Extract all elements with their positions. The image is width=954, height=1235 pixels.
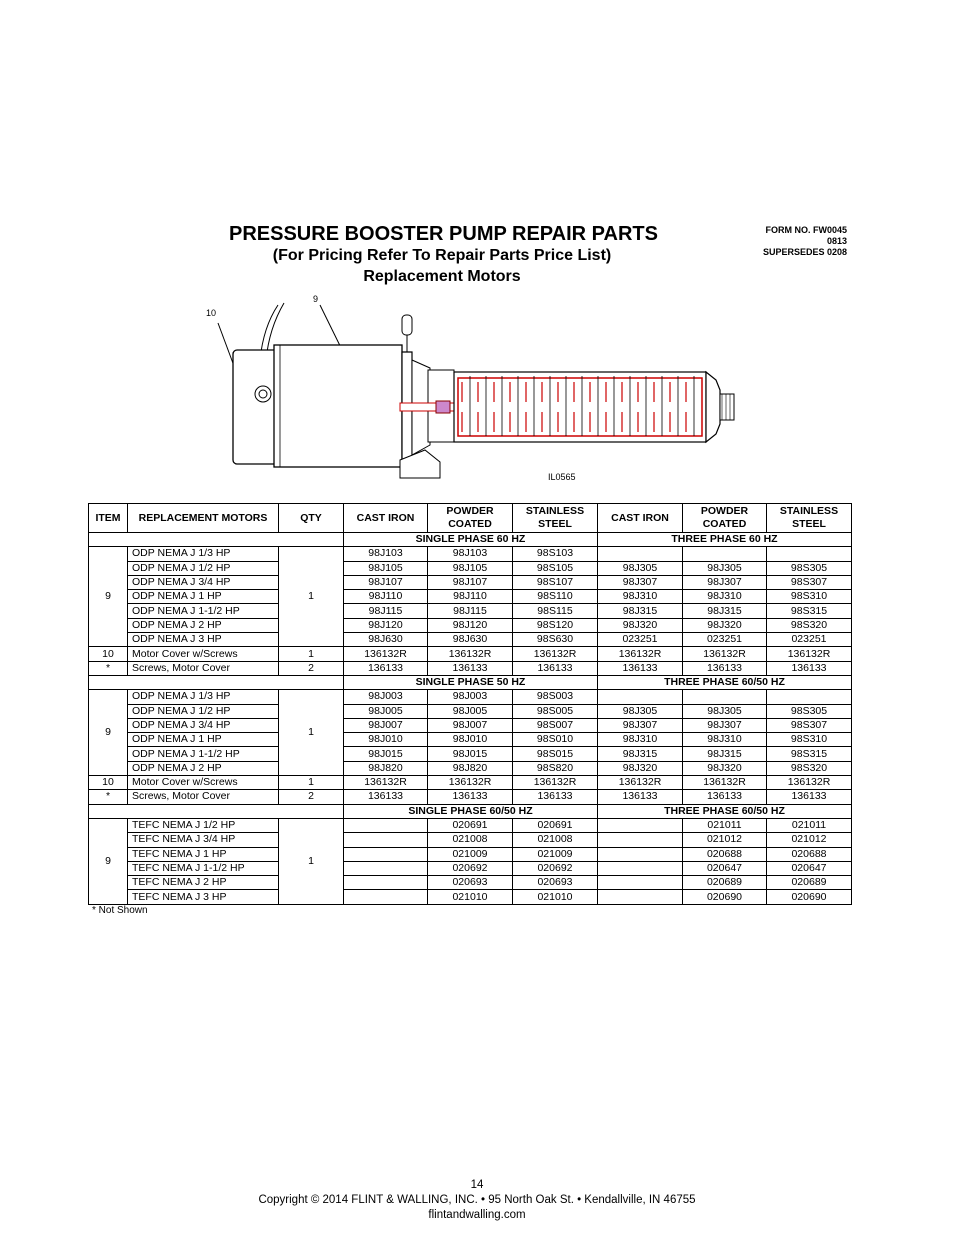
- part-number-cell: 020691: [513, 818, 598, 832]
- illustration-code: IL0565: [548, 472, 576, 482]
- part-number-cell: 98S007: [513, 718, 598, 732]
- part-number-cell: 98S310: [767, 590, 852, 604]
- column-header: REPLACEMENT MOTORS: [128, 504, 279, 533]
- column-header: ITEM: [89, 504, 128, 533]
- section-spacer: [89, 533, 344, 547]
- part-number-cell: 98J307: [683, 718, 767, 732]
- table-row: [89, 761, 852, 775]
- part-number-cell: 136132R: [683, 647, 767, 661]
- motor-description: ODP NEMA J 1/2 HP: [128, 561, 279, 575]
- part-number-cell: 98J820: [344, 761, 428, 775]
- section-header-row: [89, 675, 852, 689]
- part-number-cell: 136132R: [344, 647, 428, 661]
- part-number-cell: 98J005: [344, 704, 428, 718]
- part-number-cell: [598, 690, 683, 704]
- part-number-cell: 98J315: [683, 747, 767, 761]
- part-number-cell: 021009: [513, 847, 598, 861]
- item-cell: *: [89, 661, 128, 675]
- table-row: [89, 818, 852, 832]
- part-number-cell: 98S305: [767, 561, 852, 575]
- part-number-cell: 136133: [767, 790, 852, 804]
- part-number-cell: 98J305: [683, 561, 767, 575]
- part-number-cell: 98J003: [428, 690, 513, 704]
- supersedes-note: SUPERSEDES 0208: [762, 247, 847, 257]
- part-number-cell: 98J107: [344, 575, 428, 589]
- copyright-line: Copyright © 2014 FLINT & WALLING, INC. • 95 North Oak St. • Kendallville, IN 46755: [258, 1194, 696, 1206]
- part-number-cell: 136133: [767, 661, 852, 675]
- replacement-motors-table: [88, 503, 852, 905]
- part-number-cell: 023251: [683, 633, 767, 647]
- column-header: POWDER COATED: [428, 504, 513, 533]
- motor-description: ODP NEMA J 1 HP: [128, 733, 279, 747]
- part-number-cell: [767, 547, 852, 561]
- item-cell: 10: [89, 647, 128, 661]
- part-number-cell: 98S307: [767, 718, 852, 732]
- part-number-cell: 020688: [767, 847, 852, 861]
- item-cell: 9: [89, 547, 128, 647]
- part-number-cell: 136133: [513, 790, 598, 804]
- section-spacer: [89, 804, 344, 818]
- website: flintandwalling.com: [428, 1209, 526, 1221]
- part-number-cell: 98J315: [598, 747, 683, 761]
- table-row: [89, 847, 852, 861]
- table-row: [89, 747, 852, 761]
- part-number-cell: 021008: [513, 833, 598, 847]
- column-header: POWDER COATED: [683, 504, 767, 533]
- part-number-cell: 136132R: [598, 647, 683, 661]
- part-number-cell: [683, 690, 767, 704]
- part-number-cell: 98J015: [344, 747, 428, 761]
- table-row: [89, 833, 852, 847]
- part-number-cell: 98J107: [428, 575, 513, 589]
- table-row: [89, 547, 852, 561]
- part-number-cell: 98J105: [344, 561, 428, 575]
- qty-cell: 1: [279, 818, 344, 904]
- part-number-cell: 136132R: [428, 647, 513, 661]
- part-number-cell: 98J305: [598, 704, 683, 718]
- single-phase-label: SINGLE PHASE 60/50 HZ: [344, 804, 598, 818]
- section-spacer: [89, 675, 344, 689]
- part-number-cell: 021010: [513, 890, 598, 904]
- part-number-cell: 023251: [598, 633, 683, 647]
- part-number-cell: 98J315: [683, 604, 767, 618]
- part-number-cell: 98S015: [513, 747, 598, 761]
- form-info: [763, 225, 847, 258]
- part-number-cell: 98J320: [683, 618, 767, 632]
- section-header-row: [89, 804, 852, 818]
- part-number-cell: 136132R: [513, 776, 598, 790]
- part-number-cell: 023251: [767, 633, 852, 647]
- part-number-cell: 98J010: [344, 733, 428, 747]
- part-number-cell: 136133: [344, 790, 428, 804]
- table-row: [89, 690, 852, 704]
- motor-description: ODP NEMA J 1/2 HP: [128, 704, 279, 718]
- part-number-cell: 98J320: [598, 761, 683, 775]
- section-title: Replacement Motors: [363, 268, 521, 285]
- part-number-cell: 020690: [767, 890, 852, 904]
- part-number-cell: 98J005: [428, 704, 513, 718]
- qty-cell: 2: [279, 661, 344, 675]
- motor-description: Motor Cover w/Screws: [128, 776, 279, 790]
- callout-9: 9: [313, 294, 319, 304]
- part-number-cell: 136132R: [513, 647, 598, 661]
- motor-description: ODP NEMA J 2 HP: [128, 618, 279, 632]
- motor-description: ODP NEMA J 3/4 HP: [128, 575, 279, 589]
- part-number-cell: 98J307: [683, 575, 767, 589]
- table-row: [89, 575, 852, 589]
- part-number-cell: 98S630: [513, 633, 598, 647]
- part-number-cell: 020691: [428, 818, 513, 832]
- part-number-cell: 98J310: [598, 733, 683, 747]
- part-number-cell: [598, 861, 683, 875]
- qty-cell: 2: [279, 790, 344, 804]
- part-number-cell: 136132R: [598, 776, 683, 790]
- form-date: 0813: [826, 236, 847, 246]
- part-number-cell: 136133: [428, 661, 513, 675]
- part-number-cell: 021011: [767, 818, 852, 832]
- part-number-cell: 020688: [683, 847, 767, 861]
- motor-description: Screws, Motor Cover: [128, 661, 279, 675]
- part-number-cell: 98J103: [344, 547, 428, 561]
- motor-description: ODP NEMA J 2 HP: [128, 761, 279, 775]
- motor-description: TEFC NEMA J 1/2 HP: [128, 818, 279, 832]
- table-row: [89, 704, 852, 718]
- part-number-cell: [344, 876, 428, 890]
- part-number-cell: 136132R: [767, 647, 852, 661]
- part-number-cell: [598, 833, 683, 847]
- part-number-cell: [344, 833, 428, 847]
- part-number-cell: 98J007: [344, 718, 428, 732]
- table-row: [89, 876, 852, 890]
- motor-description: ODP NEMA J 3/4 HP: [128, 718, 279, 732]
- motor-description: ODP NEMA J 1/3 HP: [128, 547, 279, 561]
- table-row: [89, 590, 852, 604]
- part-number-cell: 98S003: [513, 690, 598, 704]
- part-number-cell: 98S820: [513, 761, 598, 775]
- part-number-cell: 98S315: [767, 747, 852, 761]
- part-number-cell: 98J120: [344, 618, 428, 632]
- part-number-cell: 98J007: [428, 718, 513, 732]
- part-number-cell: 98J630: [428, 633, 513, 647]
- motor-description: Screws, Motor Cover: [128, 790, 279, 804]
- table-row: [89, 718, 852, 732]
- part-number-cell: 98S307: [767, 575, 852, 589]
- part-number-cell: [598, 890, 683, 904]
- part-number-cell: 136132R: [767, 776, 852, 790]
- part-number-cell: 98J120: [428, 618, 513, 632]
- part-number-cell: 020690: [683, 890, 767, 904]
- motor-description: ODP NEMA J 3 HP: [128, 633, 279, 647]
- part-number-cell: 98J310: [598, 590, 683, 604]
- table-row: [89, 661, 852, 675]
- part-number-cell: [598, 547, 683, 561]
- column-header: QTY: [279, 504, 344, 533]
- part-number-cell: 98S320: [767, 761, 852, 775]
- part-number-cell: 98J320: [683, 761, 767, 775]
- table-header-row: [89, 504, 852, 533]
- section-header-row: [89, 533, 852, 547]
- part-number-cell: 98J315: [598, 604, 683, 618]
- part-number-cell: 98S005: [513, 704, 598, 718]
- qty-cell: 1: [279, 547, 344, 647]
- qty-cell: 1: [279, 690, 344, 776]
- table-row: [89, 618, 852, 632]
- part-number-cell: [767, 690, 852, 704]
- page-title: PRESSURE BOOSTER PUMP REPAIR PARTS: [229, 223, 658, 245]
- part-number-cell: 98S310: [767, 733, 852, 747]
- part-number-cell: 020692: [513, 861, 598, 875]
- table-row: [89, 861, 852, 875]
- part-number-cell: 98J820: [428, 761, 513, 775]
- single-phase-label: SINGLE PHASE 50 HZ: [344, 675, 598, 689]
- part-number-cell: 98J115: [428, 604, 513, 618]
- part-number-cell: 021008: [428, 833, 513, 847]
- form-number: FORM NO. FW0045: [765, 225, 847, 235]
- part-number-cell: 98S320: [767, 618, 852, 632]
- part-number-cell: 020692: [428, 861, 513, 875]
- document-title-block: [229, 223, 658, 287]
- part-number-cell: 98S010: [513, 733, 598, 747]
- part-number-cell: 98J110: [344, 590, 428, 604]
- part-number-cell: 136133: [683, 790, 767, 804]
- part-number-cell: 136133: [428, 790, 513, 804]
- part-number-cell: 98J110: [428, 590, 513, 604]
- part-number-cell: 136133: [598, 790, 683, 804]
- table-row: [89, 733, 852, 747]
- part-number-cell: 98S115: [513, 604, 598, 618]
- part-number-cell: [344, 847, 428, 861]
- motor-description: TEFC NEMA J 1-1/2 HP: [128, 861, 279, 875]
- part-number-cell: 98S110: [513, 590, 598, 604]
- part-number-cell: 98J630: [344, 633, 428, 647]
- column-header: CAST IRON: [598, 504, 683, 533]
- table-row: [89, 604, 852, 618]
- part-number-cell: 020693: [428, 876, 513, 890]
- part-number-cell: 136133: [598, 661, 683, 675]
- footnote: * Not Shown: [92, 905, 148, 916]
- part-number-cell: 021009: [428, 847, 513, 861]
- item-cell: *: [89, 790, 128, 804]
- part-number-cell: 136133: [344, 661, 428, 675]
- part-number-cell: 98S103: [513, 547, 598, 561]
- part-number-cell: 136133: [513, 661, 598, 675]
- part-number-cell: 021012: [767, 833, 852, 847]
- part-number-cell: 98J010: [428, 733, 513, 747]
- part-number-cell: 020693: [513, 876, 598, 890]
- part-number-cell: 98S305: [767, 704, 852, 718]
- page-number: 14: [470, 1179, 484, 1191]
- part-number-cell: 98J320: [598, 618, 683, 632]
- part-number-cell: 98S315: [767, 604, 852, 618]
- item-cell: 9: [89, 818, 128, 904]
- part-number-cell: 021010: [428, 890, 513, 904]
- part-number-cell: 98J307: [598, 718, 683, 732]
- part-number-cell: [344, 818, 428, 832]
- part-number-cell: 98J310: [683, 733, 767, 747]
- part-number-cell: 021012: [683, 833, 767, 847]
- three-phase-label: THREE PHASE 60 HZ: [598, 533, 852, 547]
- motor-description: Motor Cover w/Screws: [128, 647, 279, 661]
- pump-diagram: [200, 290, 760, 490]
- item-cell: 10: [89, 776, 128, 790]
- part-number-cell: 98S105: [513, 561, 598, 575]
- motor-description: ODP NEMA J 1-1/2 HP: [128, 747, 279, 761]
- table-row: [89, 633, 852, 647]
- motor-description: ODP NEMA J 1/3 HP: [128, 690, 279, 704]
- part-number-cell: 98J307: [598, 575, 683, 589]
- part-number-cell: 020647: [767, 861, 852, 875]
- part-number-cell: [683, 547, 767, 561]
- part-number-cell: 136132R: [428, 776, 513, 790]
- table-row: [89, 890, 852, 904]
- column-header: CAST IRON: [344, 504, 428, 533]
- motor-description: TEFC NEMA J 1 HP: [128, 847, 279, 861]
- table-row: [89, 776, 852, 790]
- table-row: [89, 647, 852, 661]
- part-number-cell: [344, 861, 428, 875]
- item-cell: 9: [89, 690, 128, 776]
- part-number-cell: 020647: [683, 861, 767, 875]
- motor-description: ODP NEMA J 1 HP: [128, 590, 279, 604]
- pump-illustration: [200, 290, 760, 490]
- part-number-cell: [598, 847, 683, 861]
- part-number-cell: 136132R: [683, 776, 767, 790]
- part-number-cell: 98J115: [344, 604, 428, 618]
- column-header: STAINLESS STEEL: [513, 504, 598, 533]
- part-number-cell: 98S120: [513, 618, 598, 632]
- part-number-cell: [344, 890, 428, 904]
- part-number-cell: 98J305: [683, 704, 767, 718]
- three-phase-label: THREE PHASE 60/50 HZ: [598, 675, 852, 689]
- table-row: [89, 790, 852, 804]
- qty-cell: 1: [279, 647, 344, 661]
- single-phase-label: SINGLE PHASE 60 HZ: [344, 533, 598, 547]
- part-number-cell: 020689: [767, 876, 852, 890]
- three-phase-label: THREE PHASE 60/50 HZ: [598, 804, 852, 818]
- part-number-cell: 020689: [683, 876, 767, 890]
- page-subtitle: (For Pricing Refer To Repair Parts Price List): [272, 247, 612, 264]
- column-header: STAINLESS STEEL: [767, 504, 852, 533]
- part-number-cell: 98J310: [683, 590, 767, 604]
- table-row: [89, 561, 852, 575]
- part-number-cell: [598, 876, 683, 890]
- qty-cell: 1: [279, 776, 344, 790]
- motor-description: TEFC NEMA J 3/4 HP: [128, 833, 279, 847]
- part-number-cell: 98S107: [513, 575, 598, 589]
- part-number-cell: 98J015: [428, 747, 513, 761]
- part-number-cell: 98J003: [344, 690, 428, 704]
- part-number-cell: 98J305: [598, 561, 683, 575]
- part-number-cell: 136132R: [344, 776, 428, 790]
- motor-description: ODP NEMA J 1-1/2 HP: [128, 604, 279, 618]
- callout-10: 10: [206, 308, 217, 318]
- part-number-cell: [598, 818, 683, 832]
- motor-description: TEFC NEMA J 3 HP: [128, 890, 279, 904]
- part-number-cell: 98J105: [428, 561, 513, 575]
- part-number-cell: 98J103: [428, 547, 513, 561]
- part-number-cell: 136133: [683, 661, 767, 675]
- motor-description: TEFC NEMA J 2 HP: [128, 876, 279, 890]
- part-number-cell: 021011: [683, 818, 767, 832]
